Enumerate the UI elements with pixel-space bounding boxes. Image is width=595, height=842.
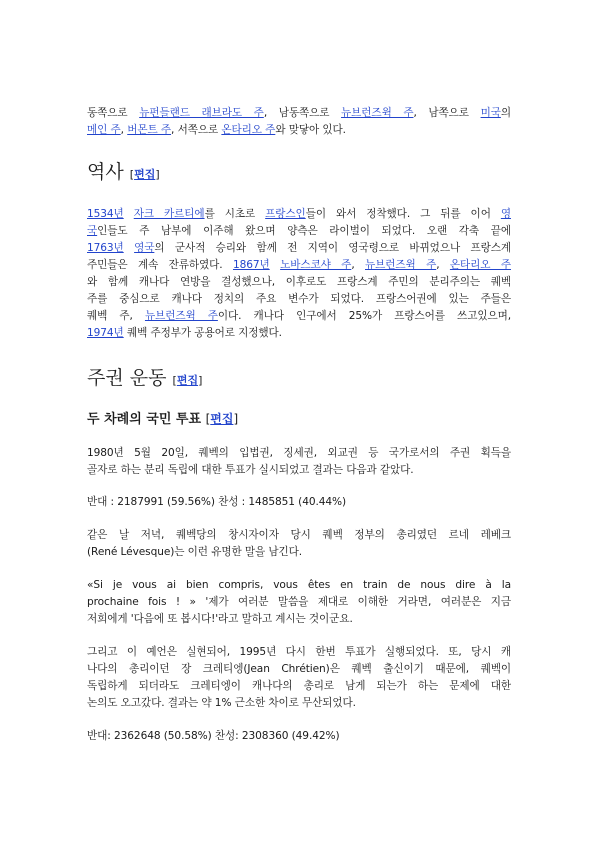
result-1980: 반대 : 2187991 (59.56%) 찬성 : 1485851 (40.44%) (87, 496, 347, 508)
history-line-6: 주를 중심으로 캐나다 정치의 주요 변수가 되었다. 프랑스어권에 있는 주들은 (87, 293, 511, 305)
link-new-brunswick-2[interactable]: 뉴브런즈윅 주 (365, 259, 437, 271)
text: 들이 와서 정착했다. 그 뒤를 이어 (305, 208, 501, 220)
para1-line-1: 1980년 5월 20일, 퀘벡의 입법권, 징세권, 외교권 등 국가로서의 주권 획득을 (87, 447, 511, 459)
link-vermont[interactable]: 버몬트 주 (127, 124, 172, 136)
text: 이다. 캐나다 인구에서 25%가 프랑스어를 쓰고있으며, (217, 310, 511, 322)
para5-line-4: 논의도 오고갔다. 결과는 약 1% 근소한 차이로 무산되었다. (87, 697, 356, 709)
text: , (120, 124, 128, 136)
quote-line-1: «Si je vous ai bien compris, vous êtes en train de nous dire à la (87, 579, 511, 591)
text: 의 (500, 107, 511, 119)
sovereignty-heading: 주권 운동 [편집] (87, 367, 203, 389)
para5-line-3: 독립하게 되더라도 크레티엥이 캐나다의 총리로 남게 되는가 하는 문제에 대한 (87, 680, 511, 692)
link-newfoundland[interactable]: 뉴펀들랜드 래브라도 주 (139, 107, 264, 119)
text: 동쪽으로 (87, 107, 140, 119)
text: 주민들은 계속 잔류하였다. (87, 259, 233, 271)
history-line-8 (87, 327, 282, 340)
history-line-2 (87, 225, 511, 238)
link-ontario[interactable]: 온타리오 주 (221, 124, 276, 136)
link-1534[interactable]: 1534년 (87, 208, 124, 220)
text (270, 259, 280, 271)
link-england-part1[interactable]: 영 (500, 208, 511, 220)
history-line-3 (87, 242, 511, 255)
history-line-7 (87, 310, 511, 323)
text: 인들도 주 남부에 이주해 왔으며 양측은 라이벌이 되었다. 오랜 각축 끝에 (97, 225, 511, 237)
intro-line-1 (87, 107, 511, 120)
referendum-title: 두 차례의 국민 투표 (87, 412, 202, 427)
link-ontario-2[interactable]: 온타리오 주 (449, 259, 511, 271)
text: 퀘벡 주, (87, 310, 145, 322)
link-usa[interactable]: 미국 (480, 107, 501, 119)
link-french-people[interactable]: 프랑스인 (265, 208, 306, 220)
link-maine[interactable]: 메인 주 (87, 124, 121, 136)
referendum-heading: 두 차례의 국민 투표 [편집] (87, 412, 239, 427)
link-1867[interactable]: 1867년 (232, 259, 270, 271)
link-1974[interactable]: 1974년 (87, 327, 124, 339)
sovereignty-edit-link[interactable]: 편집 (176, 374, 199, 387)
para3-line-1: 같은 날 저녁, 퀘벡당의 창시자이자 당시 퀘벡 정부의 총리였던 르네 레베크 (87, 529, 511, 541)
text: , 남동쪽으로 (263, 107, 342, 119)
history-line-1 (87, 208, 511, 221)
text: 와 맞닿아 있다. (275, 124, 346, 136)
para5-line-1: 그리고 이 예언은 실현되어, 1995년 다시 한번 투표가 실행되었다. 또, 당시 캐 (87, 646, 511, 658)
para5-line-2: 나다의 총리이던 장 크레티엥(Jean Chrétien)은 퀘벡 출신이기 때문에, 퀘벡이 (87, 663, 511, 675)
history-edit-link[interactable]: 편집 (134, 168, 156, 181)
link-nova-scotia[interactable]: 노바스코샤 주 (280, 259, 352, 271)
text (124, 208, 134, 220)
link-new-brunswick-3[interactable]: 뉴브런즈윅 주 (144, 310, 218, 322)
text: , 남쪽으로 (413, 107, 481, 119)
link-jacques-cartier[interactable]: 자크 카르티에 (133, 208, 205, 220)
history-line-5: 와 함께 캐나다 연방을 결성했으나, 이후로도 프랑스계 주민의 분리주의는 퀘벡 (87, 276, 511, 288)
link-1763[interactable]: 1763년 (87, 242, 124, 254)
link-britain[interactable]: 영국 (134, 242, 155, 254)
history-heading: 역사 [편집] (87, 161, 160, 183)
history-line-4 (87, 259, 511, 272)
text: 를 시초로 (204, 208, 266, 220)
para3-line-2: (René Lévesque)는 이런 유명한 말을 남긴다. (87, 546, 303, 558)
text: 퀘벡 주정부가 공용어로 지정했다. (123, 327, 282, 339)
link-england-part2[interactable]: 국 (87, 225, 98, 237)
para1-line-2: 골자로 하는 분리 독립에 대한 투표가 실시되었고 결과는 다음과 같았다. (87, 464, 414, 476)
intro-line-2 (87, 124, 346, 137)
quote-line-3: 저희에게 '다음에 또 봅시다!'라고 말하고 계시는 것이군요. (87, 613, 353, 625)
text: , (351, 259, 365, 271)
text: , (436, 259, 450, 271)
text (124, 242, 134, 254)
link-new-brunswick[interactable]: 뉴브런즈윅 주 (341, 107, 414, 119)
text: , 서쪽으로 (171, 124, 222, 136)
result-1995: 반대: 2362648 (50.58%) 찬성: 2308360 (49.42%) (87, 730, 340, 742)
history-title: 역사 (87, 161, 124, 183)
text: 의 군사적 승리와 함께 전 지역이 영국령으로 바뀌었으나 프랑스계 (154, 242, 511, 254)
quote-line-2: prochaine fois ! » '제가 여러분 말씀을 제대로 이해한 거라면, 여러분은 지금 (87, 596, 511, 608)
sovereignty-title: 주권 운동 (87, 367, 167, 389)
referendum-edit-link[interactable]: 편집 (210, 412, 234, 426)
